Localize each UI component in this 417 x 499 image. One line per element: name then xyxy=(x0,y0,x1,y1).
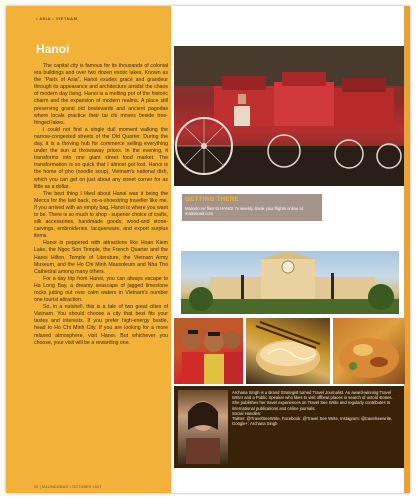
street-food-illustration xyxy=(333,318,405,384)
page-title: Hanoi xyxy=(36,42,70,56)
magazine-page xyxy=(6,6,410,493)
cyclo-rickshaws-illustration xyxy=(174,46,404,186)
paragraph-1: The capital city is famous for its thousands of colonial era buildings and over two dozen exotic lakes. Known as the “Paris of Asia”, Hanoi exudes grace and grandeur through its appearance and architecture amidst the chaos of modern day living. Hanoi is a melting pot of the historic charm and the expansion of modern realms. A place still preserving grand old boulevards and ancient pagodas where locals practice their tai chi moves beside tree-fringed lakes. xyxy=(34,63,168,126)
noodle-bowl-photo xyxy=(246,318,330,384)
getting-there-box xyxy=(182,194,322,221)
page-edge-strip xyxy=(404,6,410,493)
post-office-illustration xyxy=(181,251,399,314)
paragraph-2: I could not find a single dull moment walking the narrow-congested streets of the Old Quarter. During the day, it is a thriving hub for commerce selling everything under the sun at throwaway prices. In the evening, it transforms into one giant street food market. The transformation is so quick that I almost got lost. Hanoi is the home of pho (noodle soup), Vietnam's national dish, which you can get on just about any street corner for as little as a dollar. xyxy=(34,126,168,190)
author-portrait-photo xyxy=(178,390,228,464)
paragraph-6: So, in a nutshell, this is a tale of two great cities of Vietnam. You should choose a city that best fits your tastes and interests. If you prefer high-energy bustle, head to Ho Chi Minh City. If you are looking for a more relaxed atmosphere, visit Hanoi. But whichever you choose, your visit will be a rewarding one. xyxy=(34,304,168,346)
bio-line-2: Social Handles: xyxy=(232,410,262,416)
author-portrait-illustration xyxy=(178,390,228,464)
breadcrumb: • ASIA • VIETNAM xyxy=(36,16,78,21)
getting-there-title: GETTING THERE xyxy=(185,197,239,203)
post-office-clocktower-photo xyxy=(181,251,399,314)
bio-line-3: Twitter: @TravelSeeWrite, Facebook: @Travel See Write, Instagram: @travelseewrite, Google+: Archana Singh xyxy=(232,416,393,427)
smiling-children-photo xyxy=(174,318,243,384)
getting-there-text: Malindo Air flies to HANOI 7x weekly. Book your flights online at malindoair.com xyxy=(185,206,303,216)
children-illustration xyxy=(174,318,243,384)
cyclo-rickshaws-photo xyxy=(174,46,404,186)
noodle-bowl-illustration xyxy=(246,318,330,384)
page-footer: 20 | MALINDOMAG • OCTOBER 2017 xyxy=(34,485,102,489)
paragraph-5: For a day trip from Hanoi, you can always escape to Ha Long Bay, a dreamy seascape of jagged limestone rocks jutting out over calm waters in Vietnam's number one tourist attraction. xyxy=(34,275,168,304)
paragraph-3: The best thing I liked about Hanoi was it being the Mecca for the laid back, on-a-shoestring traveller like me. If you arrived with an empty bag, Hanoi is where you want to be. There is so much to shop - superior choice of crafts, silk accessories, handmade goods, wood-and stone-carvings, embroideries, lacquerware, and export surplus items. xyxy=(34,190,168,240)
author-bio-text xyxy=(232,390,400,426)
author-bio-box xyxy=(174,386,404,468)
bio-line-1: Archana Singh is a Brand Strategist turned Travel Journalist. An award-winning Travel Writer and a Public Speaker who likes to visit offbeat places in search of untold stories. She publishes her travel experiences on Travel See Write and regularly contributes to international publications and online journals. xyxy=(232,390,393,411)
street-food-photo xyxy=(333,318,405,384)
paragraph-4: Hanoi is peppered with attractions like Hoan Kiem Lake, the Ngoc Son Temple, the French Quarter and the Hanoi Hilton, Temple of Literature, the Vietnam Army Museum, and the Ho Chi Minh Mausoleum and Nha Tho Cathedral among many others. xyxy=(34,240,168,275)
article-body xyxy=(34,63,168,347)
